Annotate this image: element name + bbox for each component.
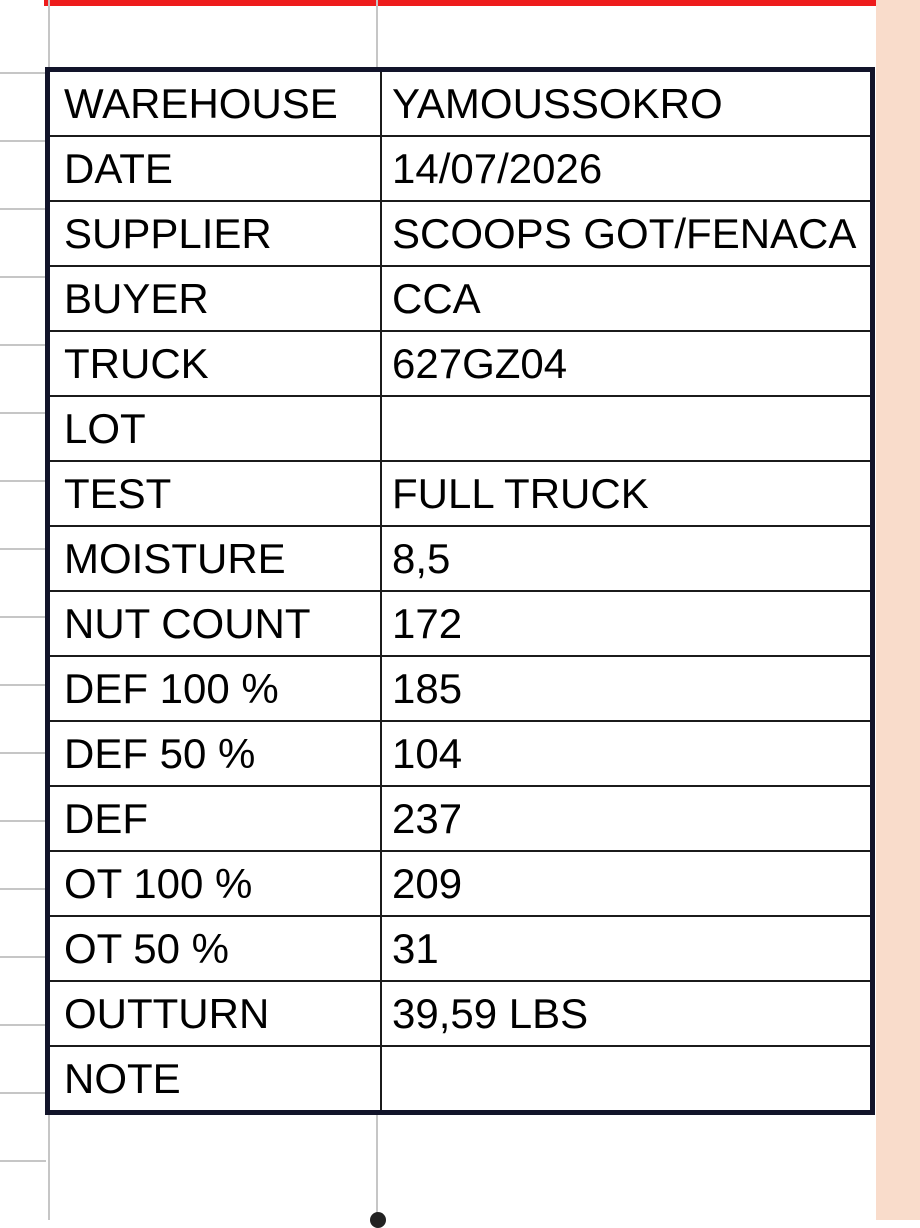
table-row xyxy=(48,721,873,786)
row-value-cell[interactable]: 209 xyxy=(381,851,873,916)
row-value-cell[interactable]: CCA xyxy=(381,266,873,331)
table-row xyxy=(48,916,873,981)
row-value-cell[interactable]: FULL TRUCK xyxy=(381,461,873,526)
grid-row-line xyxy=(0,888,46,890)
row-label-cell[interactable]: TEST xyxy=(48,461,382,526)
table-row xyxy=(48,656,873,721)
row-value-cell[interactable] xyxy=(381,1046,873,1113)
grid-row-line xyxy=(0,140,46,142)
table-row xyxy=(48,1046,873,1113)
selection-header-bar xyxy=(44,0,876,6)
row-label-cell[interactable]: LOT xyxy=(48,396,382,461)
grid-row-line xyxy=(0,480,46,482)
grid-row-line xyxy=(0,1092,46,1094)
table-row xyxy=(48,266,873,331)
row-value-cell[interactable]: SCOOPS GOT/FENACA xyxy=(381,201,873,266)
row-label-cell[interactable]: SUPPLIER xyxy=(48,201,382,266)
table-row xyxy=(48,461,873,526)
row-label-cell[interactable]: WAREHOUSE xyxy=(48,70,382,137)
row-label-cell[interactable]: OUTTURN xyxy=(48,981,382,1046)
row-value-cell[interactable]: 237 xyxy=(381,786,873,851)
row-label-cell[interactable]: OT 100 % xyxy=(48,851,382,916)
table-row xyxy=(48,591,873,656)
table-row xyxy=(48,851,873,916)
row-value-cell[interactable]: 104 xyxy=(381,721,873,786)
grid-row-line xyxy=(0,208,46,210)
row-value-cell[interactable]: 31 xyxy=(381,916,873,981)
table-row xyxy=(48,331,873,396)
table-row xyxy=(48,136,873,201)
row-value-cell[interactable]: 14/07/2026 xyxy=(381,136,873,201)
row-value-cell[interactable]: 8,5 xyxy=(381,526,873,591)
table-row xyxy=(48,526,873,591)
row-label-cell[interactable]: DEF 100 % xyxy=(48,656,382,721)
row-label-cell[interactable]: NUT COUNT xyxy=(48,591,382,656)
side-panel-strip xyxy=(876,0,920,1220)
grid-row-line xyxy=(0,276,46,278)
grid-row-line xyxy=(0,820,46,822)
row-label-cell[interactable]: DATE xyxy=(48,136,382,201)
grid-row-line xyxy=(0,1024,46,1026)
row-value-cell[interactable]: 185 xyxy=(381,656,873,721)
fill-handle[interactable] xyxy=(370,1212,386,1228)
row-label-cell[interactable]: DEF xyxy=(48,786,382,851)
row-label-cell[interactable]: TRUCK xyxy=(48,331,382,396)
row-label-cell[interactable]: MOISTURE xyxy=(48,526,382,591)
row-value-cell[interactable]: YAMOUSSOKRO xyxy=(381,70,873,137)
grid-row-line xyxy=(0,752,46,754)
table-row xyxy=(48,201,873,266)
inspection-report-table xyxy=(45,67,875,1115)
row-label-cell[interactable]: BUYER xyxy=(48,266,382,331)
table-row xyxy=(48,981,873,1046)
grid-row-line xyxy=(0,1160,46,1162)
row-value-cell[interactable]: 172 xyxy=(381,591,873,656)
row-label-cell[interactable]: OT 50 % xyxy=(48,916,382,981)
grid-row-line xyxy=(0,956,46,958)
table-row xyxy=(48,70,873,137)
grid-row-line xyxy=(0,616,46,618)
table-row xyxy=(48,786,873,851)
row-value-cell[interactable]: 627GZ04 xyxy=(381,331,873,396)
row-label-cell[interactable]: NOTE xyxy=(48,1046,382,1113)
grid-row-line xyxy=(0,548,46,550)
row-value-cell[interactable] xyxy=(381,396,873,461)
table-row xyxy=(48,396,873,461)
grid-row-line xyxy=(0,344,46,346)
grid-row-line xyxy=(0,72,46,74)
grid-row-line xyxy=(0,412,46,414)
row-value-cell[interactable]: 39,59 LBS xyxy=(381,981,873,1046)
grid-row-line xyxy=(0,684,46,686)
row-label-cell[interactable]: DEF 50 % xyxy=(48,721,382,786)
